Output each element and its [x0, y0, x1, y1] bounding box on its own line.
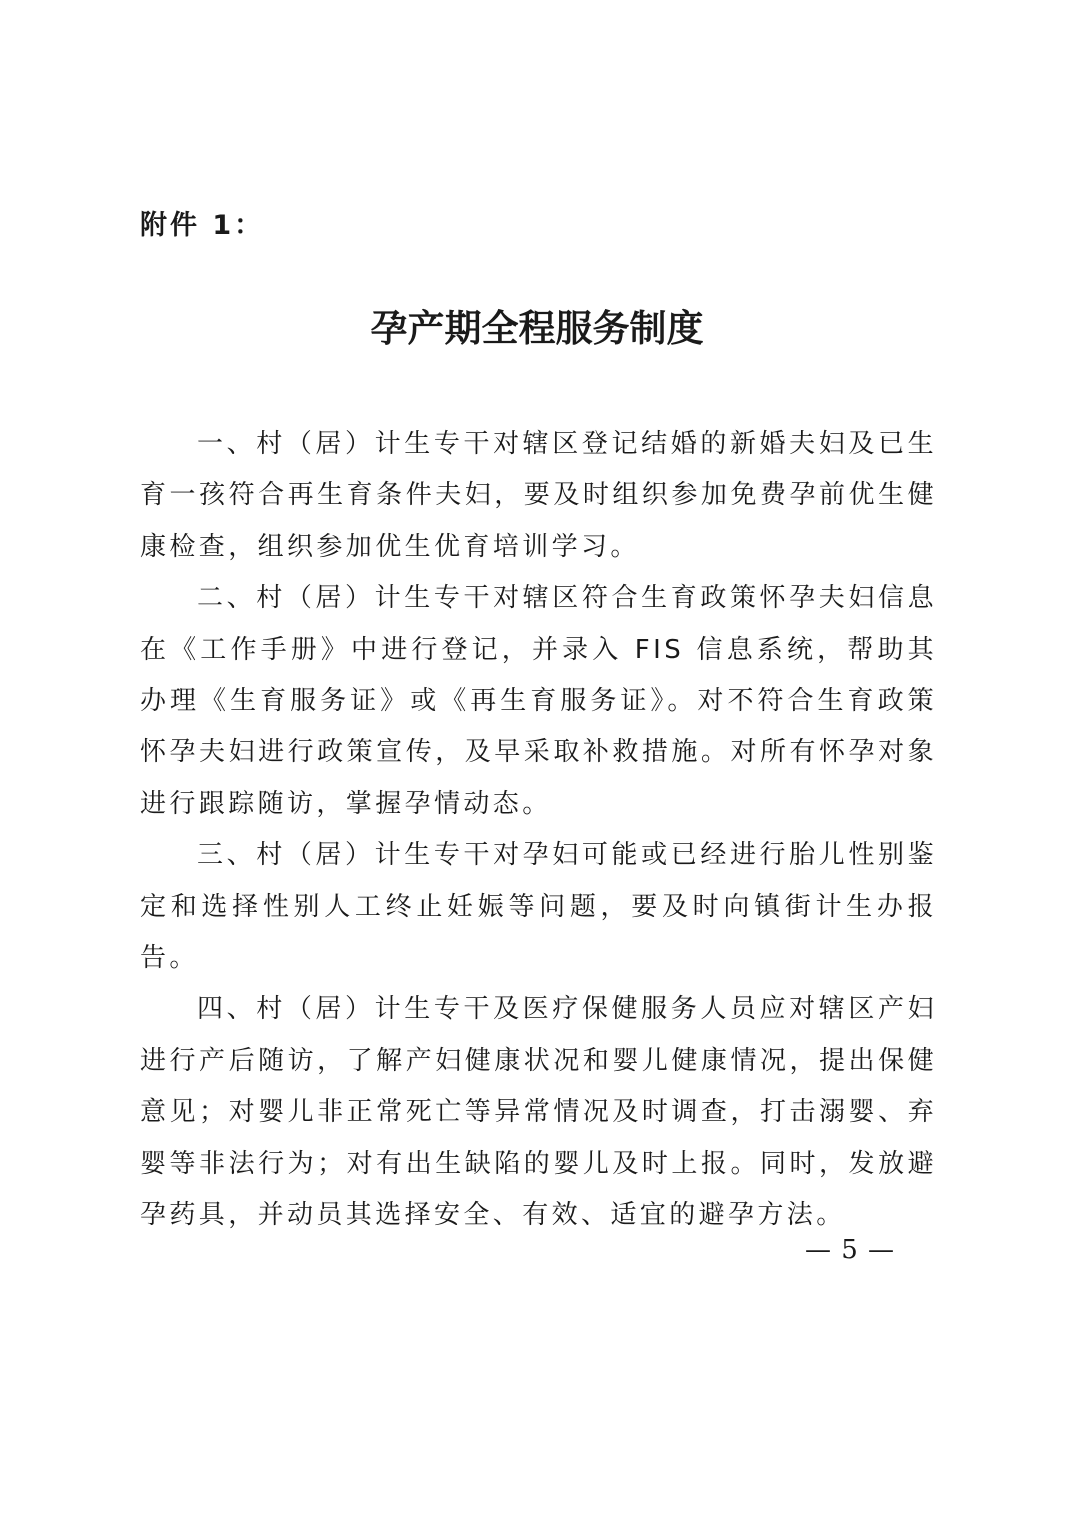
document-title: 孕产期全程服务制度 [370, 306, 704, 350]
paragraph-3: 三、村（居）计生专干对孕妇可能或已经进行胎儿性别鉴定和选择性别人工终止妊娠等问题，要及时向镇街计生办报告。 [140, 840, 937, 974]
document-body [140, 419, 937, 1242]
paragraph-2: 二、村（居）计生专干对辖区符合生育政策怀孕夫妇信息在《工作手册》中进行登记，并录入 FIS 信息系统，帮助其办理《生育服务证》或《再生育服务证》。对不符合生育政策怀孕夫妇进行政策宣传，及早采取补救措施。对所有怀孕对象进行跟踪随访，掌握孕情动态。 [140, 583, 937, 819]
paragraph-4: 四、村（居）计生专干及医疗保健服务人员应对辖区产妇进行产后随访，了解产妇健康状况和婴儿健康情况，提出保健意见；对婴儿非正常死亡等异常情况及时调查，打击溺婴、弃婴等非法行为；对有出生缺陷的婴儿及时上报。同时，发放避孕药具，并动员其选择安全、有效、适宜的避孕方法。 [140, 994, 937, 1231]
attachment-label: 附件 1： [140, 210, 265, 241]
page-number: — 5 — [804, 1235, 896, 1265]
paragraph-1: 一、村（居）计生专干对辖区登记结婚的新婚夫妇及已生育一孩符合再生育条件夫妇，要及时组织参加免费孕前优生健康检查，组织参加优生优育培训学习。 [140, 429, 937, 562]
